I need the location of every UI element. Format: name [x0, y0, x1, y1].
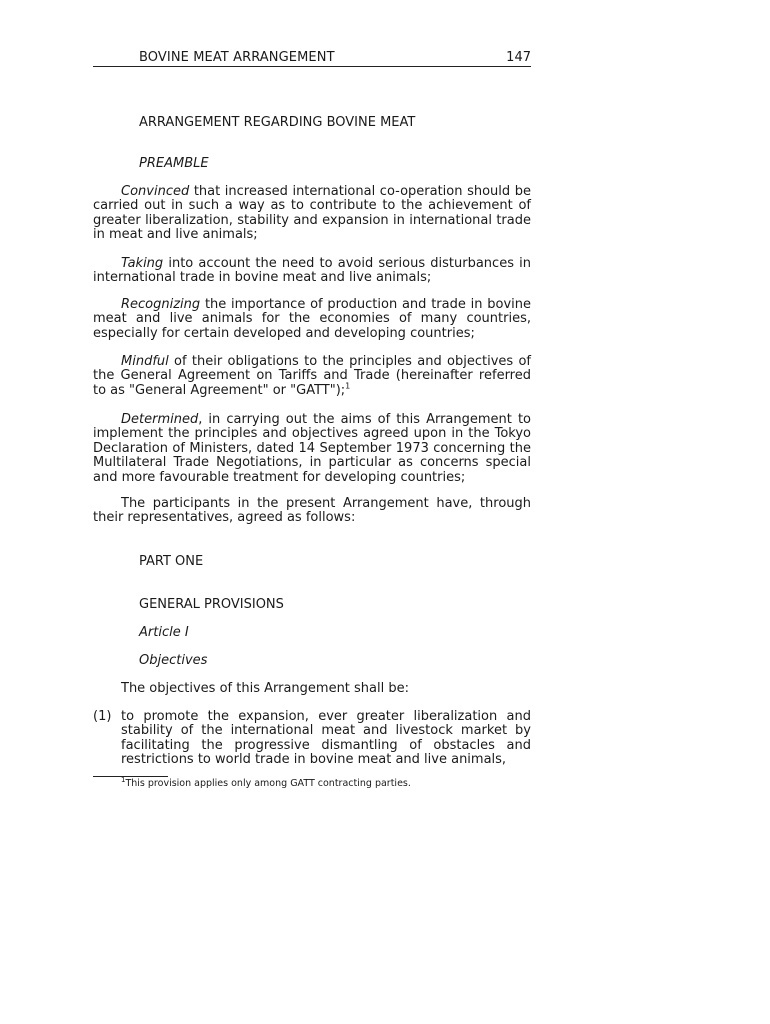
- page-number: 147: [506, 50, 531, 65]
- preamble-paragraph-mindful: [93, 355, 531, 398]
- paragraph-text: of their obligations to the principles and objectives of the General Agreement on Tariffs and Trade (hereinafter referred to as "General Agreement" or "GATT");: [93, 354, 531, 398]
- paragraph-text: into account the need to avoid serious disturbances in international trade in bovine meat and live animals;: [93, 256, 531, 286]
- item-label: (1): [93, 709, 112, 724]
- footnote-reference: 1: [345, 381, 351, 391]
- article-title: Objectives: [139, 653, 208, 668]
- paragraph-text: that increased international co-operation should be carried out in such a way as to contribute to the achievement of greater liberalization, stability and expansion in international trade in meat and live animals;: [93, 184, 531, 243]
- part-subtitle: GENERAL PROVISIONS: [139, 597, 284, 612]
- agreement-intro-paragraph: The participants in the present Arrangement have, through their representatives, agreed as follows:: [93, 496, 531, 526]
- part-title: PART ONE: [139, 554, 204, 569]
- document-title: ARRANGEMENT REGARDING BOVINE MEAT: [139, 115, 416, 130]
- running-header: [93, 50, 531, 67]
- footnote-separator: [93, 776, 168, 777]
- paragraph-text: , in carrying out the aims of this Arrangement to implement the principles and objectives agreed upon in the Tokyo Declaration of Ministers, dated 14 September 1973 concerning the Multilateral Trade Negotiations, in particular as concerns special and more favourable treatment for developing countries;: [93, 412, 531, 485]
- paragraph-lead: Determined: [121, 412, 199, 427]
- item-text: to promote the expansion, ever greater liberalization and stability of the international meat and livestock market by facilitating the progressive dismantling of obstacles and restrictions to world trade in bovine meat and live animals,: [121, 709, 531, 768]
- paragraph-lead: Mindful: [121, 354, 169, 369]
- paragraph-text: the importance of production and trade in bovine meat and live animals for the economies of many countries, especially for certain developed and developing countries;: [93, 297, 531, 341]
- preamble-paragraph-taking: [93, 257, 531, 286]
- preamble-heading: PREAMBLE: [139, 156, 209, 171]
- preamble-paragraph-convinced: [93, 185, 531, 243]
- footnote-text: This provision applies only among GATT contracting parties.: [125, 778, 411, 789]
- article-intro: The objectives of this Arrangement shall be:: [121, 681, 409, 696]
- footnote-marker: 1: [121, 775, 126, 784]
- footnote: [121, 775, 411, 790]
- running-header-title: BOVINE MEAT ARRANGEMENT: [139, 50, 335, 65]
- preamble-paragraph-recognizing: [93, 298, 531, 341]
- preamble-paragraph-determined: [93, 413, 531, 485]
- paragraph-lead: Convinced: [121, 184, 190, 199]
- paragraph-lead: Taking: [121, 256, 164, 271]
- article-number: Article I: [139, 625, 189, 640]
- objective-item-1: [93, 710, 531, 768]
- paragraph-lead: Recognizing: [121, 297, 201, 312]
